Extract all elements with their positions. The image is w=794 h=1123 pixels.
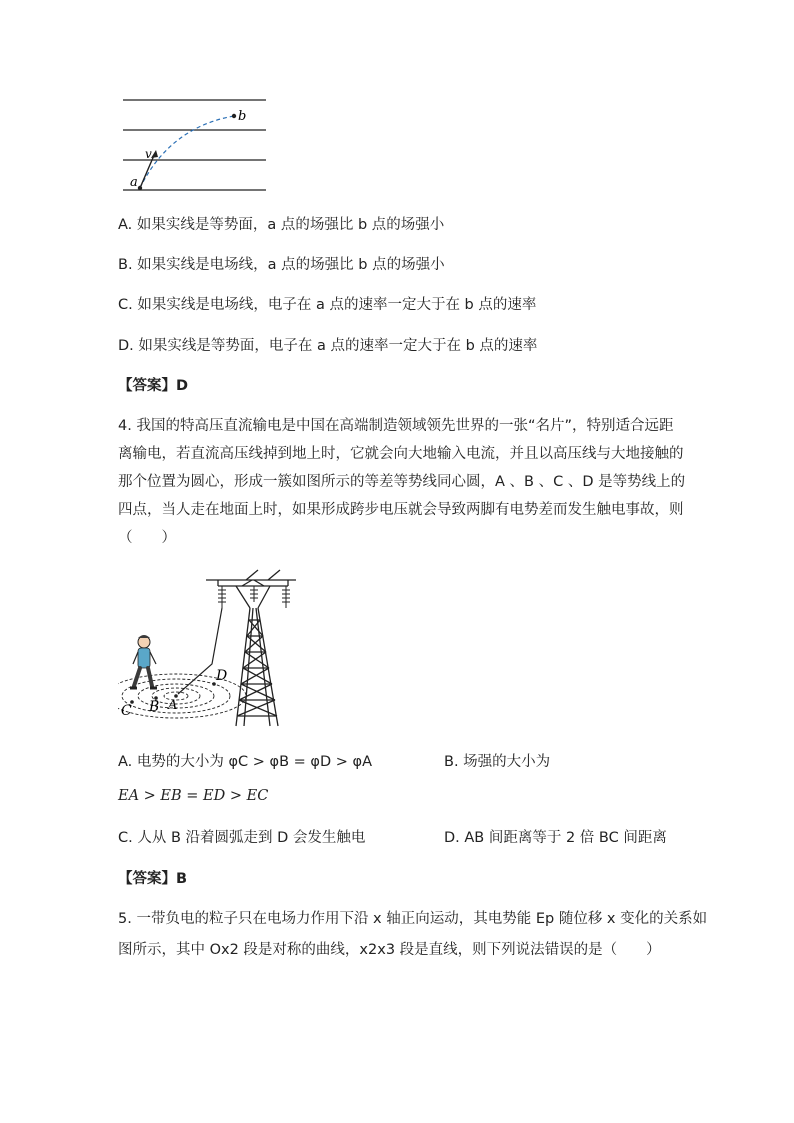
- person-figure: [130, 635, 157, 688]
- q4-stem-line-2: 离输电，若直流高压线掉到地上时，它就会向大地输入电流，并且以高压线与大地接触的: [118, 446, 684, 462]
- trajectory-curve: [140, 116, 234, 188]
- q3-option-c: C. 如果实线是电场线，电子在 a 点的速率一定大于在 b 点的速率: [118, 297, 537, 313]
- q4-option-d: D. AB 间距离等于 2 倍 BC 间距离: [444, 830, 667, 846]
- fig-label-C: C: [121, 703, 132, 719]
- q4-option-b-line-1: B. 场强的大小为: [444, 754, 551, 770]
- velocity-arrowhead: [151, 150, 158, 158]
- q4-stem-line-1: 4. 我国的特高压直流输电是中国在高端制造领域领先世界的一张“名片”，特别适合远距: [118, 418, 674, 434]
- power-tower: [206, 570, 296, 726]
- q4-option-a: A. 电势的大小为 φC > φB = φD > φA: [118, 754, 373, 770]
- insulator-left: [218, 586, 226, 608]
- fig-label-A: A: [168, 698, 178, 713]
- label-a: a: [130, 175, 138, 190]
- field-line-figure: [118, 96, 278, 196]
- q4-option-b-line-2: EA > EB = ED > EC: [118, 788, 269, 804]
- q3-option-b: B. 如果实线是电场线，a 点的场强比 b 点的场强小: [118, 257, 445, 273]
- point-b-dot: [232, 114, 236, 118]
- q4-answer: 【答案】B: [118, 871, 188, 887]
- q5-stem-line-1: 5. 一带负电的粒子只在电场力作用下沿 x 轴正向运动，其电势能 Ep 随位移 x 变化的关系如: [118, 911, 708, 927]
- insulator-middle: [250, 586, 258, 602]
- fig-label-B: B: [149, 699, 160, 715]
- label-v: v: [145, 147, 152, 161]
- insulator-right: [282, 586, 290, 608]
- q4-option-c: C. 人从 B 沿着圆弧走到 D 会发生触电: [118, 830, 366, 846]
- q4-stem-line-5: （ ）: [118, 530, 176, 546]
- label-b: b: [238, 109, 247, 124]
- q5-stem-line-2: 图所示，其中 Ox2 段是对称的曲线，x2x3 段是直线，则下列说法错误的是（ ）: [118, 942, 661, 958]
- q3-option-d: D. 如果实线是等势面，电子在 a 点的速率一定大于在 b 点的速率: [118, 338, 538, 354]
- fig-label-D: D: [216, 668, 228, 684]
- q4-stem-line-3: 那个位置为圆心，形成一簇如图所示的等差等势线同心圆，A 、B 、C 、D 是等势线上的: [118, 474, 686, 490]
- q3-option-a: A. 如果实线是等势面，a 点的场强比 b 点的场强小: [118, 217, 445, 233]
- tower-figure: [118, 568, 308, 728]
- q3-answer: 【答案】D: [118, 378, 189, 394]
- point-a-dot: [138, 186, 142, 190]
- q4-stem-line-4: 四点，当人走在地面上时，如果形成跨步电压就会导致两脚有电势差而发生触电事故，则: [118, 502, 684, 518]
